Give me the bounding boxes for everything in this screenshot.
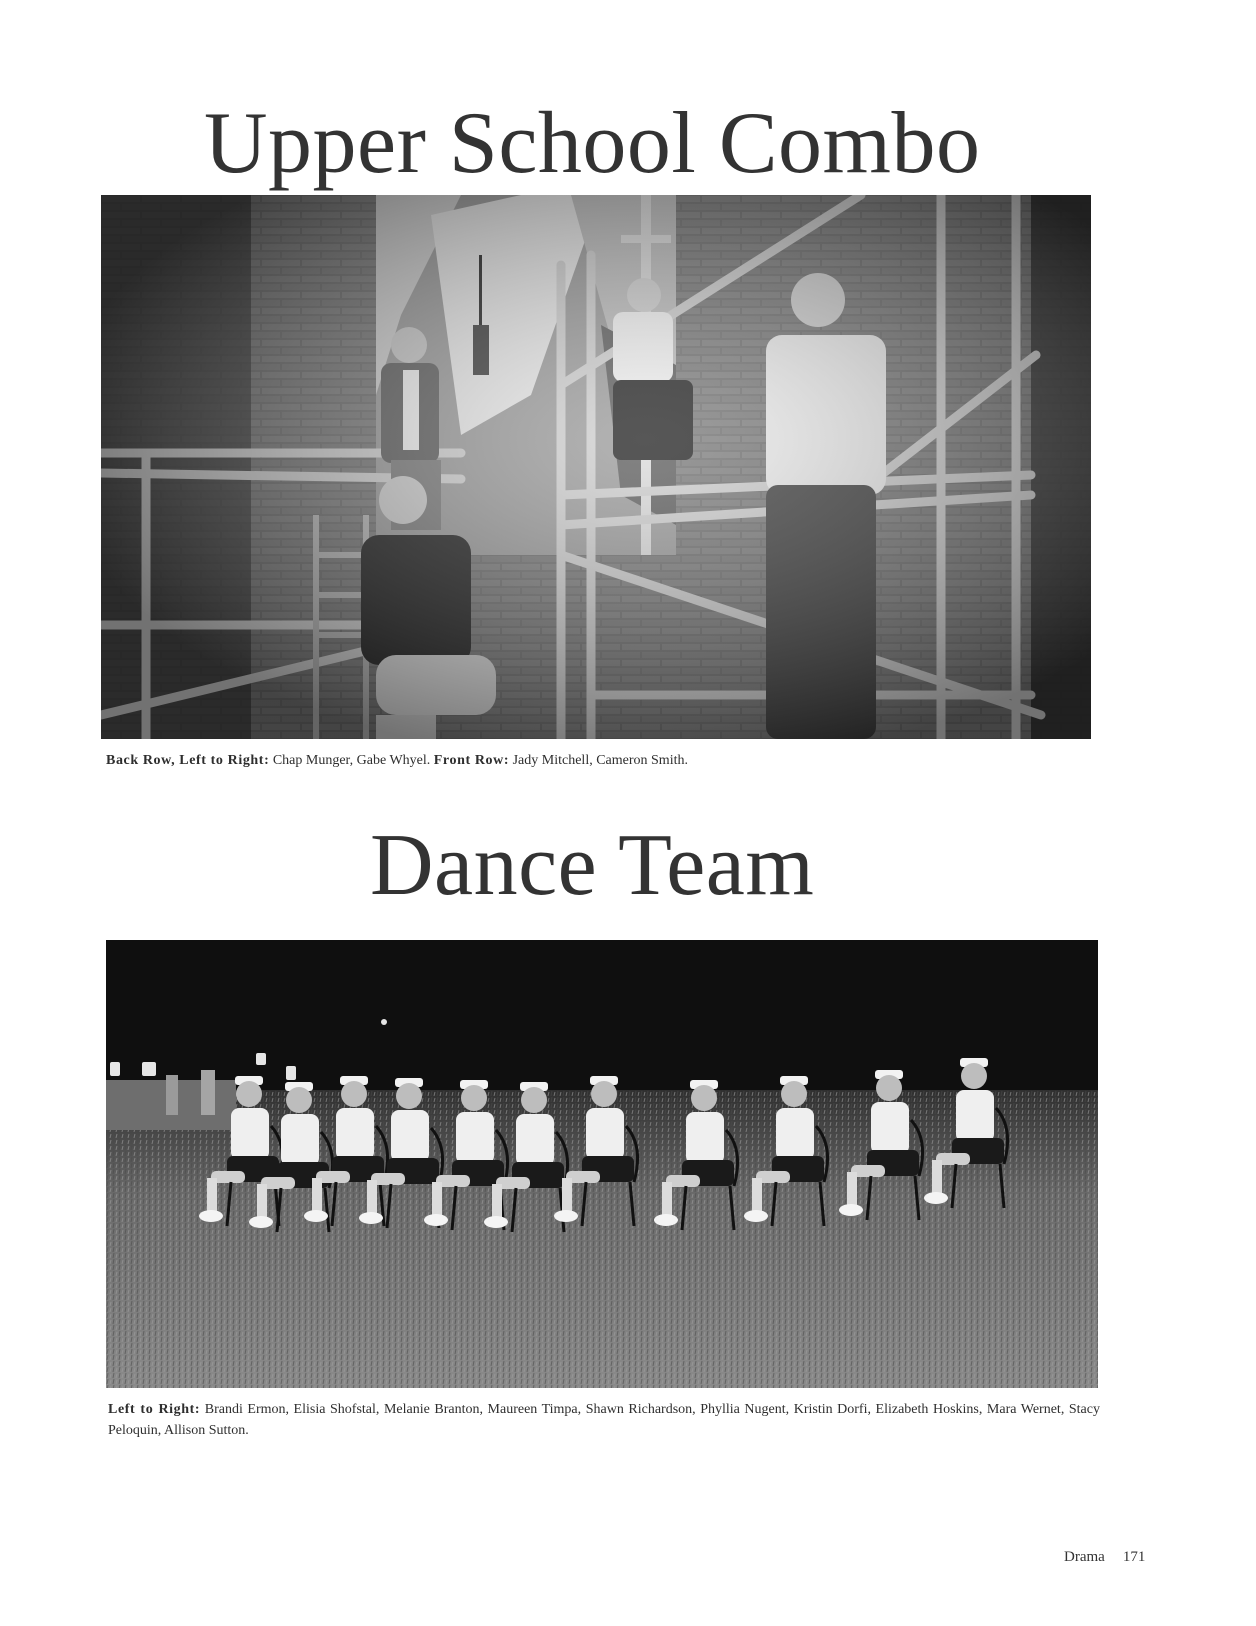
back-row-label: Back Row, Left to Right: [106,753,270,768]
dance-caption-names: Brandi Ermon, Elisia Shofstal, Melanie Branton, Maureen Timpa, Shawn Richardson, Phyllia Nugent, Kristin Dorfi, Elizabeth Hoskins, Mara Wernet, Stacy Peloquin, Allison Sutton. [108,1402,1100,1438]
front-row-label: Front Row: [433,753,510,768]
dance-photo-image [106,940,1098,1388]
dance-title: Dance Team [370,817,815,914]
combo-photo-image [101,195,1091,739]
page-number: 171 [1122,1549,1146,1565]
footer-section: Drama [1064,1549,1105,1565]
combo-photo [101,195,1091,739]
back-row-names: Chap Munger, Gabe Whyel. [272,753,431,768]
page-footer [1064,1549,1145,1566]
dance-photo [106,940,1098,1388]
front-row-names: Jady Mitchell, Cameron Smith. [512,753,688,768]
dance-caption-label: Left to Right: [108,1402,201,1417]
dance-caption [108,1399,1100,1441]
combo-caption [106,750,1006,771]
combo-title: Upper School Combo [204,95,981,192]
